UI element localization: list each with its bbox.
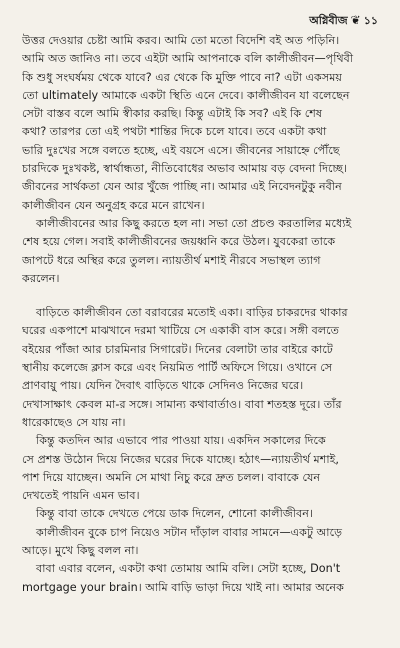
text-line: পাশ দিয়ে যাচ্ছেন। অমনি সে মাথা নিচু করে দ্রুত চলল। বাবাকে যেন (22, 470, 321, 484)
text-line: তো ultimately আমাকে একটা স্থিতি এনে দেবে। কালীজীবন যা বলেছেন (22, 88, 350, 102)
header-title: অগ্নিবীজ (309, 14, 348, 27)
text-line: দেখতেই পায়নি এমন ভাব। (22, 489, 140, 503)
text-line: ঘরের একপাশে মাঝখানে দরমা খাটিয়ে সে একাকী বাস করে। সঙ্গী বলতে (22, 324, 340, 338)
text-line: কালীজীবনের আর কিছু করতে হল না। সভা তো প্রচণ্ড করতালির মধ্যেই (36, 216, 352, 230)
running-header (22, 12, 378, 28)
body-text (22, 32, 378, 597)
text-line: দেখাসাক্ষাৎ কেবল মা-র সঙ্গে। সামান্য কথাবার্তাও। বাবা শতহস্ত দূরে। তাঁর (22, 397, 342, 411)
text-line: কালীজীবন যেন অনুগ্রহ করে মনে রাখেন। (22, 198, 205, 212)
text-line: উত্তর দেওয়ার চেষ্টা আমি করব। আমি তো মতো বিদেশি বই অত পড়িনি। (22, 34, 340, 47)
paragraph (22, 560, 378, 597)
text-line: কালীজীবন বুকে চাপ নিয়েও সটান দাঁড়াল বাবার সামনে—একটু আড়ে (36, 525, 343, 539)
paragraph (22, 524, 378, 561)
text-line: শেষ হয়ে গেল। সবাই কালীজীবনের জয়ধ্বনি করে উঠল। যুবকেরা তাকে (22, 235, 336, 249)
paragraph (22, 432, 378, 505)
paragraph (22, 304, 378, 432)
text-line: কিন্তু কতদিন আর এভাবে পার পাওয়া যায়। একদিন সকালের দিকে (36, 434, 326, 448)
text-line: কিন্তু বাবা তাকে দেখতে পেয়ে ডাক দিলেন, শোনো কালীজীবন। (36, 507, 313, 521)
page-number: ১১ (363, 14, 378, 27)
text-line: সে প্রশস্ত উঠোন দিয়ে নিজের ঘরের দিকে যাচ্ছে। হঠাৎ—ন্যায়তীর্থ মশাই, (22, 452, 339, 466)
text-line: চারদিকে দুঃখকষ্ট, স্বার্থান্ধতা, নীতিবোধের অভাব আমায় বড় বেদনা দিচ্ছে। (22, 162, 348, 176)
text-line: আমি অত জানিও না। তবে এইটা আমি আপনাকে বলি কালীজীবন—পৃথিবী (22, 52, 354, 66)
text-line: সেটা বাস্তব বলে আমি স্বীকার করছি। কিন্তু এটাই কি সব? এই কি শেষ (22, 107, 323, 121)
text-line: বাবা এবার বলেন, একটা কথা তোমায় আমি বলি। সেটা হচ্ছে, Don't (36, 562, 341, 576)
text-line: ভারি দুঃখের সঙ্গে বলতে হচ্ছে, এই বয়সে এসে। জীবনের সায়াহ্নে পৌঁছে (22, 143, 340, 157)
text-line: বাড়িতে কালীজীবন তো বরাবরের মতোই একা। বাড়ির চাকরদের থাকার (36, 306, 348, 320)
text-line: আড়ে। মুখে কিছু বলল না। (22, 544, 139, 558)
header-ornament: ❦ (350, 13, 361, 27)
text-line: বইয়ের পাঁজা আর চারমিনার সিগারেট। দিনের বেলাটা তার বাইরে কাটে (22, 342, 333, 356)
text-line: ধারেকাছেও সে যায় না। (22, 415, 126, 429)
paragraph (22, 215, 378, 288)
text-line: জাপটে ধরে অস্থির করে তুলল। ন্যায়তীর্থ মশাই নীরবে সভাস্থল ত্যাগ (22, 253, 321, 267)
text-line: প্রাণবায়ু পায়। যেদিন দৈবাৎ বাড়িতে থাকে সেদিনও নিজের ঘরে। (22, 379, 304, 393)
text-line: কি শুধু সংঘর্ষময় থেকে যাবে? এর থেকে কি মুক্তি পাবে না? এটা একসময় (22, 70, 343, 84)
text-line: mortgage your brain। আমি বাড়ি ভাড়া দিয়ে খাই না। আমার অনেক (22, 580, 344, 594)
text-line: স্থানীয় কলেজে ক্লাস করে এবং নিয়মিত পার্টি অফিসে গিয়ে। ওখানে সে (22, 361, 333, 375)
paragraph (22, 505, 378, 523)
paragraph (22, 32, 378, 215)
paragraph-gap (22, 288, 378, 304)
text-line: করলেন। (22, 271, 60, 285)
text-line: জীবনের সার্থকতা যেন আর খুঁজে পাচ্ছি না। আমার এই নিবেদনটুকু নবীন (22, 180, 342, 194)
text-line: কথা? তারপর তো এই পথটা শান্তির দিকে চলে যাবে। তবে একটা কথা (22, 125, 327, 139)
